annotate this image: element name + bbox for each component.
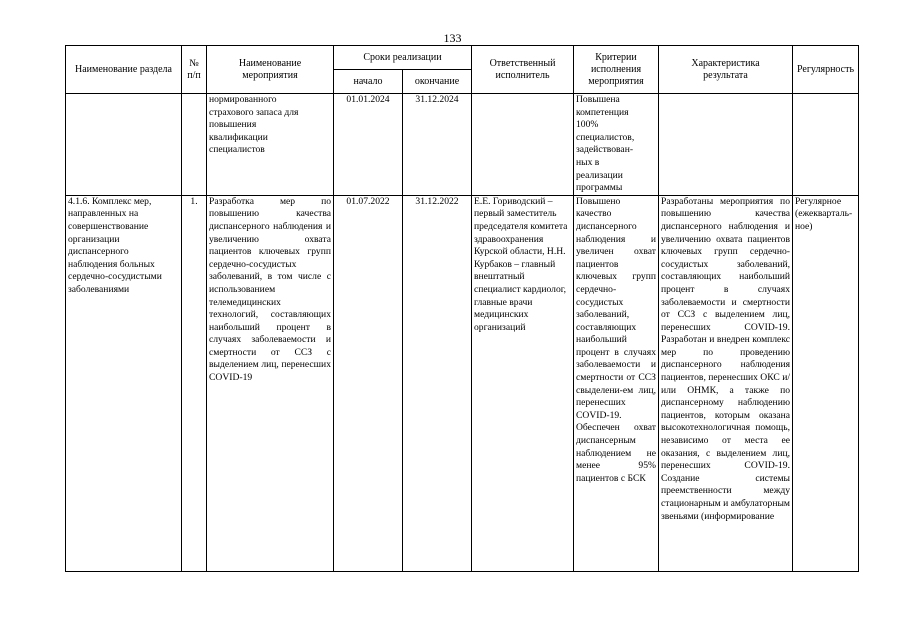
cell-event: Разработка мер по повышению качества диспансерного наблюдения и увеличению охвата пациентов ключевых групп сердечно-сосудистых заболеваний, в том числе с использованием телемедицинских технологий, составляющих наибольший процент в случаях заболеваемости и смертности от ССЗ с выделением лиц, перенесших COVID-19 [207, 195, 334, 571]
header-responsible: Ответственный исполнитель [472, 46, 574, 94]
cell-criteria: Повышена компетенция 100% специалистов, задействован- ных в реализации программы [574, 94, 659, 196]
cell-event: нормированного страхового запаса для повышения квалификации специалистов [207, 94, 334, 196]
page-number: 133 [443, 31, 462, 45]
cell-start: 01.07.2022 [334, 195, 403, 571]
cell-result: Разработаны мероприятия по повышению качества диспансерного наблюдения и увеличению охвата пациентов ключевых групп сердечно-сосудистых заболеваний, составляющих наибольший процент в случаях заболеваемости и смертности от ССЗ с выделением лиц, перенесших COVID-19. Разработан и внедрен комплекс мер по проведению диспансерного наблюдения пациентов, перенесших ОКС и/или ОНМК, а также по диспансерному наблюдению пациентов, которым оказана высокотехнологичная помощь, независимо от места ее оказания, с выделением лиц, перенесших COVID-19. Создание системы преемственности между стационарным и амбулаторным звеньями (информирование [659, 195, 793, 571]
cell-end: 31.12.2024 [403, 94, 472, 196]
header-number: № п/п [182, 46, 207, 94]
table-header-row [66, 46, 859, 70]
cell-responsible: Е.Е. Гориводский – первый заместитель председателя комитета здравоохранения Курской области, Н.Н. Курбаков – главный внештатный специалист кардиолог, главные врачи медицинских организаций [472, 195, 574, 571]
header-result: Характеристика результата [659, 46, 793, 94]
cell-responsible [472, 94, 574, 196]
cell-start: 01.01.2024 [334, 94, 403, 196]
cell-section: 4.1.6. Комплекс мер, направленных на совершенствование организации диспансерного наблюдения больных сердечно-сосудистыми заболеваниями [66, 195, 182, 571]
cell-number [182, 94, 207, 196]
cell-number: 1. [182, 195, 207, 571]
cell-regularity [793, 94, 859, 196]
header-event: Наименование мероприятия [207, 46, 334, 94]
table-row [66, 94, 859, 196]
header-start: начало [334, 70, 403, 94]
plan-table [65, 45, 859, 572]
cell-criteria: Повышено качество диспансерного наблюдения и увеличен охват пациентов ключевых групп сердечно-сосудистых заболеваний, составляющих наибольший процент в случаях заболеваемости и смертности от ССЗ свыделени-ем лиц, перенесших COVID-19. Обеспечен охват диспансерным наблюдением не менее 95% пациентов с БСК [574, 195, 659, 571]
table-row [66, 195, 859, 571]
header-section: Наименование раздела [66, 46, 182, 94]
cell-section [66, 94, 182, 196]
header-criteria: Критерии исполнения мероприятия [574, 46, 659, 94]
header-regularity: Регулярность [793, 46, 859, 94]
cell-regularity: Регулярное (ежекварталь-ное) [793, 195, 859, 571]
cell-result [659, 94, 793, 196]
header-terms: Сроки реализации [334, 46, 472, 70]
cell-end: 31.12.2022 [403, 195, 472, 571]
header-end: окончание [403, 70, 472, 94]
